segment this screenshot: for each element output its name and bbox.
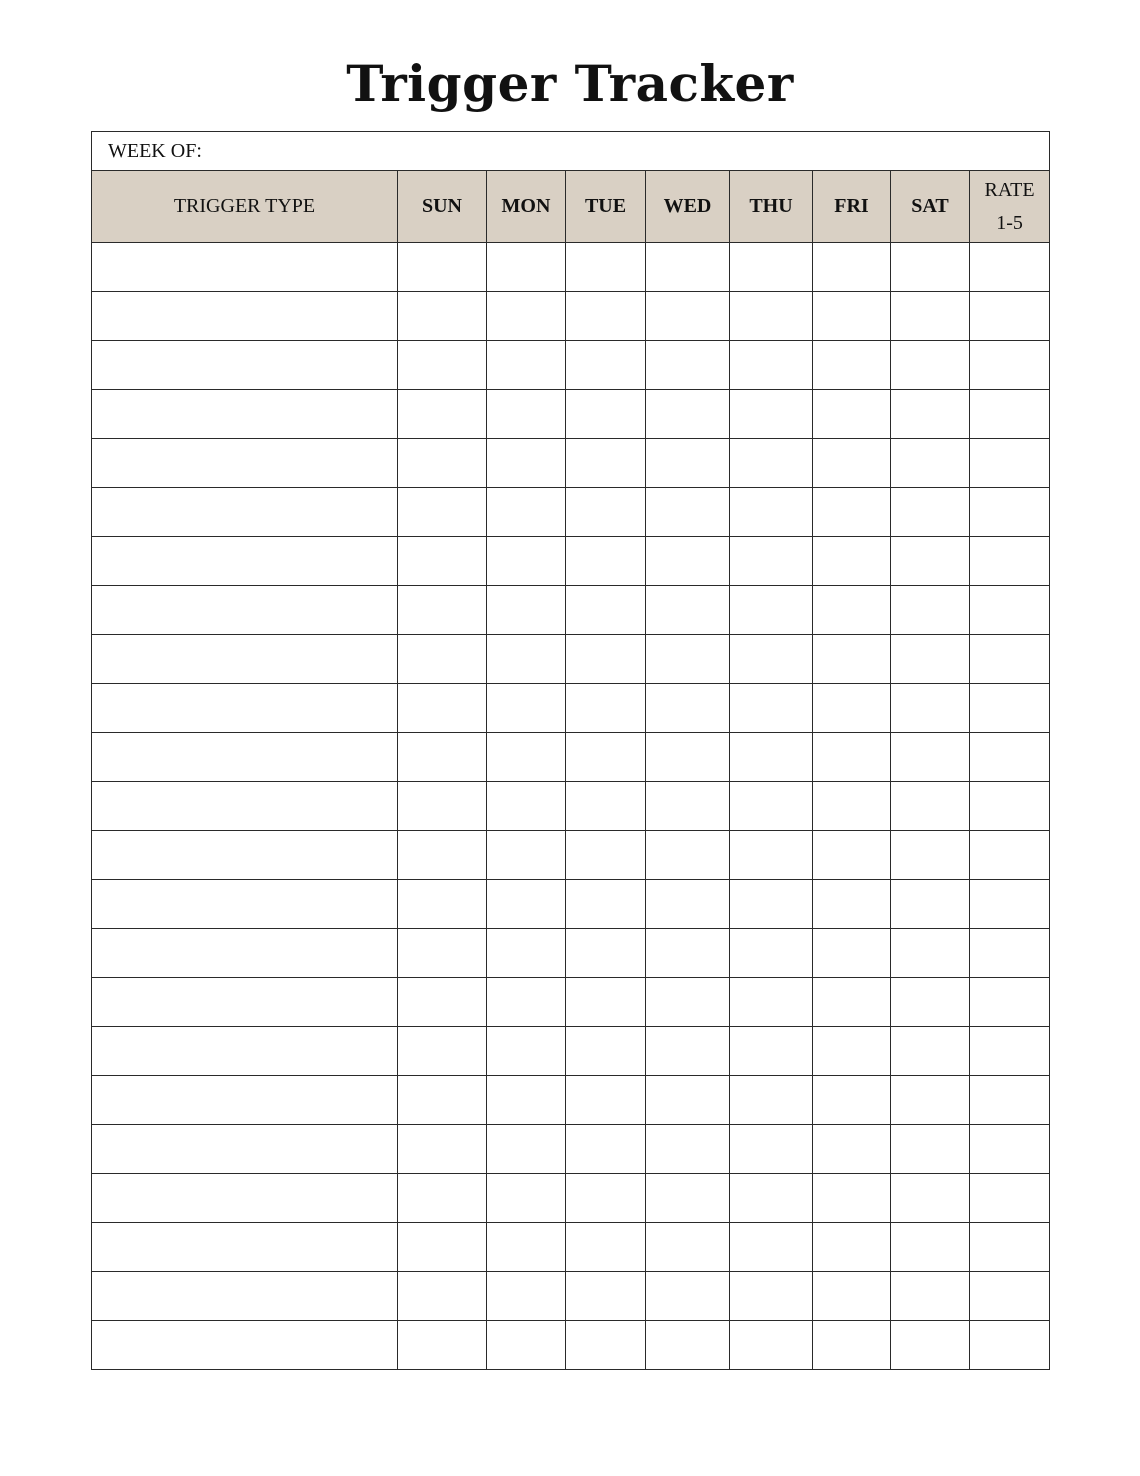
header-trigger-type: TRIGGER TYPE: [92, 171, 398, 243]
sun-cell[interactable]: [398, 292, 487, 341]
rate-cell[interactable]: [970, 1076, 1050, 1125]
mon-cell[interactable]: [487, 684, 566, 733]
table-row: [92, 439, 1050, 488]
fri-cell[interactable]: [813, 1125, 891, 1174]
fri-cell[interactable]: [813, 292, 891, 341]
sun-cell[interactable]: [398, 733, 487, 782]
week-of-label: WEEK OF:: [108, 139, 202, 162]
sat-cell[interactable]: [891, 341, 970, 390]
sun-cell[interactable]: [398, 439, 487, 488]
mon-cell[interactable]: [487, 390, 566, 439]
thu-cell[interactable]: [730, 635, 813, 684]
wed-cell[interactable]: [646, 1174, 730, 1223]
wed-cell[interactable]: [646, 488, 730, 537]
tue-cell[interactable]: [566, 1174, 646, 1223]
trigger-type-cell[interactable]: [92, 243, 398, 292]
rate-cell[interactable]: [970, 1027, 1050, 1076]
sat-cell[interactable]: [891, 1321, 970, 1370]
fri-cell[interactable]: [813, 929, 891, 978]
mon-cell[interactable]: [487, 880, 566, 929]
sat-cell[interactable]: [891, 831, 970, 880]
thu-cell[interactable]: [730, 1223, 813, 1272]
trigger-type-cell[interactable]: [92, 1027, 398, 1076]
wed-cell[interactable]: [646, 341, 730, 390]
wed-cell[interactable]: [646, 439, 730, 488]
sun-cell[interactable]: [398, 537, 487, 586]
sat-cell[interactable]: [891, 537, 970, 586]
header-mon: MON: [487, 171, 566, 243]
thu-cell[interactable]: [730, 488, 813, 537]
sun-cell[interactable]: [398, 978, 487, 1027]
wed-cell[interactable]: [646, 243, 730, 292]
rate-cell[interactable]: [970, 537, 1050, 586]
rate-cell[interactable]: [970, 292, 1050, 341]
sun-cell[interactable]: [398, 390, 487, 439]
table-row: [92, 1174, 1050, 1223]
thu-cell[interactable]: [730, 292, 813, 341]
table-row: [92, 1027, 1050, 1076]
sat-cell[interactable]: [891, 1174, 970, 1223]
thu-cell[interactable]: [730, 978, 813, 1027]
fri-cell[interactable]: [813, 782, 891, 831]
mon-cell[interactable]: [487, 733, 566, 782]
thu-cell[interactable]: [730, 782, 813, 831]
sun-cell[interactable]: [398, 1125, 487, 1174]
sun-cell[interactable]: [398, 831, 487, 880]
sat-cell[interactable]: [891, 488, 970, 537]
wed-cell[interactable]: [646, 586, 730, 635]
trigger-type-cell[interactable]: [92, 439, 398, 488]
table-row: [92, 733, 1050, 782]
wed-cell[interactable]: [646, 929, 730, 978]
trigger-type-cell[interactable]: [92, 1321, 398, 1370]
sun-cell[interactable]: [398, 243, 487, 292]
mon-cell[interactable]: [487, 831, 566, 880]
trigger-type-cell[interactable]: [92, 978, 398, 1027]
mon-cell[interactable]: [487, 978, 566, 1027]
table-row: [92, 1321, 1050, 1370]
fri-cell[interactable]: [813, 537, 891, 586]
fri-cell[interactable]: [813, 488, 891, 537]
week-of-row: [92, 132, 1050, 171]
sat-cell[interactable]: [891, 978, 970, 1027]
trigger-type-cell[interactable]: [92, 880, 398, 929]
header-rate-label: RATE: [984, 178, 1035, 201]
rate-cell[interactable]: [970, 978, 1050, 1027]
tue-cell[interactable]: [566, 1272, 646, 1321]
header-sat: SAT: [891, 171, 970, 243]
sun-cell[interactable]: [398, 684, 487, 733]
sun-cell[interactable]: [398, 929, 487, 978]
page-title: Trigger Tracker: [346, 54, 794, 113]
table-row: [92, 684, 1050, 733]
tue-cell[interactable]: [566, 1125, 646, 1174]
thu-cell[interactable]: [730, 1125, 813, 1174]
rate-cell[interactable]: [970, 733, 1050, 782]
rate-cell[interactable]: [970, 782, 1050, 831]
fri-cell[interactable]: [813, 684, 891, 733]
thu-cell[interactable]: [730, 1174, 813, 1223]
sun-cell[interactable]: [398, 586, 487, 635]
trigger-type-cell[interactable]: [92, 586, 398, 635]
trigger-type-cell[interactable]: [92, 1076, 398, 1125]
sun-cell[interactable]: [398, 880, 487, 929]
rate-cell[interactable]: [970, 929, 1050, 978]
sat-cell[interactable]: [891, 635, 970, 684]
sat-cell[interactable]: [891, 1076, 970, 1125]
mon-cell[interactable]: [487, 586, 566, 635]
table-row: [92, 880, 1050, 929]
table-row: [92, 390, 1050, 439]
table-row: [92, 635, 1050, 684]
sun-cell[interactable]: [398, 341, 487, 390]
tue-cell[interactable]: [566, 1027, 646, 1076]
tue-cell[interactable]: [566, 978, 646, 1027]
table-row: [92, 292, 1050, 341]
sat-cell[interactable]: [891, 929, 970, 978]
thu-cell[interactable]: [730, 929, 813, 978]
rate-cell[interactable]: [970, 880, 1050, 929]
thu-cell[interactable]: [730, 390, 813, 439]
thu-cell[interactable]: [730, 341, 813, 390]
sun-cell[interactable]: [398, 1076, 487, 1125]
rate-cell[interactable]: [970, 1223, 1050, 1272]
mon-cell[interactable]: [487, 1076, 566, 1125]
trigger-type-cell[interactable]: [92, 390, 398, 439]
sat-cell[interactable]: [891, 586, 970, 635]
wed-cell[interactable]: [646, 390, 730, 439]
fri-cell[interactable]: [813, 733, 891, 782]
header-fri: FRI: [813, 171, 891, 243]
wed-cell[interactable]: [646, 635, 730, 684]
wed-cell[interactable]: [646, 1076, 730, 1125]
header-rate: [970, 171, 1050, 243]
tue-cell[interactable]: [566, 488, 646, 537]
table-row: [92, 929, 1050, 978]
wed-cell[interactable]: [646, 733, 730, 782]
tue-cell[interactable]: [566, 1076, 646, 1125]
rate-cell[interactable]: [970, 1174, 1050, 1223]
header-sun: SUN: [398, 171, 487, 243]
tue-cell[interactable]: [566, 243, 646, 292]
week-of-field[interactable]: [92, 132, 1050, 171]
trigger-type-cell[interactable]: [92, 1125, 398, 1174]
rate-cell[interactable]: [970, 341, 1050, 390]
fri-cell[interactable]: [813, 1076, 891, 1125]
table-row: [92, 1125, 1050, 1174]
tue-cell[interactable]: [566, 439, 646, 488]
tue-cell[interactable]: [566, 341, 646, 390]
wed-cell[interactable]: [646, 1223, 730, 1272]
trigger-type-cell[interactable]: [92, 1272, 398, 1321]
tue-cell[interactable]: [566, 635, 646, 684]
rate-cell[interactable]: [970, 1321, 1050, 1370]
trigger-type-cell[interactable]: [92, 488, 398, 537]
rate-cell[interactable]: [970, 831, 1050, 880]
tue-cell[interactable]: [566, 292, 646, 341]
trigger-type-cell[interactable]: [92, 733, 398, 782]
trigger-type-cell[interactable]: [92, 341, 398, 390]
wed-cell[interactable]: [646, 1321, 730, 1370]
trigger-type-cell[interactable]: [92, 537, 398, 586]
rate-cell[interactable]: [970, 684, 1050, 733]
trigger-type-cell[interactable]: [92, 292, 398, 341]
header-thu: THU: [730, 171, 813, 243]
tue-cell[interactable]: [566, 390, 646, 439]
sat-cell[interactable]: [891, 782, 970, 831]
trigger-tracker-table: [91, 131, 1050, 1370]
sun-cell[interactable]: [398, 1321, 487, 1370]
rate-cell[interactable]: [970, 488, 1050, 537]
wed-cell[interactable]: [646, 880, 730, 929]
rate-cell[interactable]: [970, 390, 1050, 439]
fri-cell[interactable]: [813, 831, 891, 880]
thu-cell[interactable]: [730, 586, 813, 635]
fri-cell[interactable]: [813, 978, 891, 1027]
fri-cell[interactable]: [813, 243, 891, 292]
mon-cell[interactable]: [487, 1027, 566, 1076]
tue-cell[interactable]: [566, 1321, 646, 1370]
fri-cell[interactable]: [813, 586, 891, 635]
mon-cell[interactable]: [487, 341, 566, 390]
wed-cell[interactable]: [646, 831, 730, 880]
rate-cell[interactable]: [970, 586, 1050, 635]
table-row: [92, 586, 1050, 635]
sat-cell[interactable]: [891, 1223, 970, 1272]
rate-cell[interactable]: [970, 1125, 1050, 1174]
sun-cell[interactable]: [398, 488, 487, 537]
table-row: [92, 978, 1050, 1027]
thu-cell[interactable]: [730, 1027, 813, 1076]
thu-cell[interactable]: [730, 831, 813, 880]
mon-cell[interactable]: [487, 1223, 566, 1272]
mon-cell[interactable]: [487, 439, 566, 488]
wed-cell[interactable]: [646, 1125, 730, 1174]
sat-cell[interactable]: [891, 243, 970, 292]
rate-cell[interactable]: [970, 1272, 1050, 1321]
wed-cell[interactable]: [646, 684, 730, 733]
wed-cell[interactable]: [646, 1272, 730, 1321]
fri-cell[interactable]: [813, 1272, 891, 1321]
tue-cell[interactable]: [566, 684, 646, 733]
thu-cell[interactable]: [730, 1272, 813, 1321]
sat-cell[interactable]: [891, 1027, 970, 1076]
table-row: [92, 1272, 1050, 1321]
tue-cell[interactable]: [566, 586, 646, 635]
fri-cell[interactable]: [813, 1174, 891, 1223]
thu-cell[interactable]: [730, 439, 813, 488]
sat-cell[interactable]: [891, 1125, 970, 1174]
tue-cell[interactable]: [566, 733, 646, 782]
sun-cell[interactable]: [398, 1174, 487, 1223]
sat-cell[interactable]: [891, 1272, 970, 1321]
trigger-type-cell[interactable]: [92, 635, 398, 684]
fri-cell[interactable]: [813, 880, 891, 929]
header-tue: TUE: [566, 171, 646, 243]
sat-cell[interactable]: [891, 733, 970, 782]
thu-cell[interactable]: [730, 880, 813, 929]
thu-cell[interactable]: [730, 537, 813, 586]
fri-cell[interactable]: [813, 390, 891, 439]
wed-cell[interactable]: [646, 537, 730, 586]
rate-cell[interactable]: [970, 243, 1050, 292]
wed-cell[interactable]: [646, 292, 730, 341]
fri-cell[interactable]: [813, 1027, 891, 1076]
sun-cell[interactable]: [398, 782, 487, 831]
tue-cell[interactable]: [566, 537, 646, 586]
tue-cell[interactable]: [566, 1223, 646, 1272]
table-row: [92, 341, 1050, 390]
fri-cell[interactable]: [813, 635, 891, 684]
mon-cell[interactable]: [487, 782, 566, 831]
sat-cell[interactable]: [891, 684, 970, 733]
sat-cell[interactable]: [891, 880, 970, 929]
thu-cell[interactable]: [730, 1076, 813, 1125]
table-row: [92, 537, 1050, 586]
header-wed: WED: [646, 171, 730, 243]
mon-cell[interactable]: [487, 929, 566, 978]
table-row: [92, 1076, 1050, 1125]
table-row: [92, 1223, 1050, 1272]
sun-cell[interactable]: [398, 1223, 487, 1272]
mon-cell[interactable]: [487, 1272, 566, 1321]
sun-cell[interactable]: [398, 1272, 487, 1321]
sun-cell[interactable]: [398, 1027, 487, 1076]
table-row: [92, 488, 1050, 537]
tue-cell[interactable]: [566, 782, 646, 831]
trigger-type-cell[interactable]: [92, 831, 398, 880]
mon-cell[interactable]: [487, 292, 566, 341]
trigger-type-cell[interactable]: [92, 782, 398, 831]
fri-cell[interactable]: [813, 1321, 891, 1370]
wed-cell[interactable]: [646, 1027, 730, 1076]
sat-cell[interactable]: [891, 390, 970, 439]
header-rate-range: 1-5: [996, 211, 1023, 234]
table-row: [92, 782, 1050, 831]
table-header-row: [92, 171, 1050, 243]
trigger-type-cell[interactable]: [92, 929, 398, 978]
sat-cell[interactable]: [891, 292, 970, 341]
mon-cell[interactable]: [487, 1174, 566, 1223]
wed-cell[interactable]: [646, 782, 730, 831]
thu-cell[interactable]: [730, 684, 813, 733]
tue-cell[interactable]: [566, 880, 646, 929]
mon-cell[interactable]: [487, 537, 566, 586]
mon-cell[interactable]: [487, 635, 566, 684]
thu-cell[interactable]: [730, 243, 813, 292]
sat-cell[interactable]: [891, 439, 970, 488]
fri-cell[interactable]: [813, 1223, 891, 1272]
trigger-type-cell[interactable]: [92, 684, 398, 733]
sun-cell[interactable]: [398, 635, 487, 684]
trigger-type-cell[interactable]: [92, 1174, 398, 1223]
tue-cell[interactable]: [566, 831, 646, 880]
fri-cell[interactable]: [813, 439, 891, 488]
rate-cell[interactable]: [970, 635, 1050, 684]
table-row: [92, 831, 1050, 880]
rate-cell[interactable]: [970, 439, 1050, 488]
thu-cell[interactable]: [730, 1321, 813, 1370]
wed-cell[interactable]: [646, 978, 730, 1027]
thu-cell[interactable]: [730, 733, 813, 782]
tue-cell[interactable]: [566, 929, 646, 978]
mon-cell[interactable]: [487, 488, 566, 537]
mon-cell[interactable]: [487, 1321, 566, 1370]
trigger-type-cell[interactable]: [92, 1223, 398, 1272]
mon-cell[interactable]: [487, 1125, 566, 1174]
table-row: [92, 243, 1050, 292]
mon-cell[interactable]: [487, 243, 566, 292]
fri-cell[interactable]: [813, 341, 891, 390]
